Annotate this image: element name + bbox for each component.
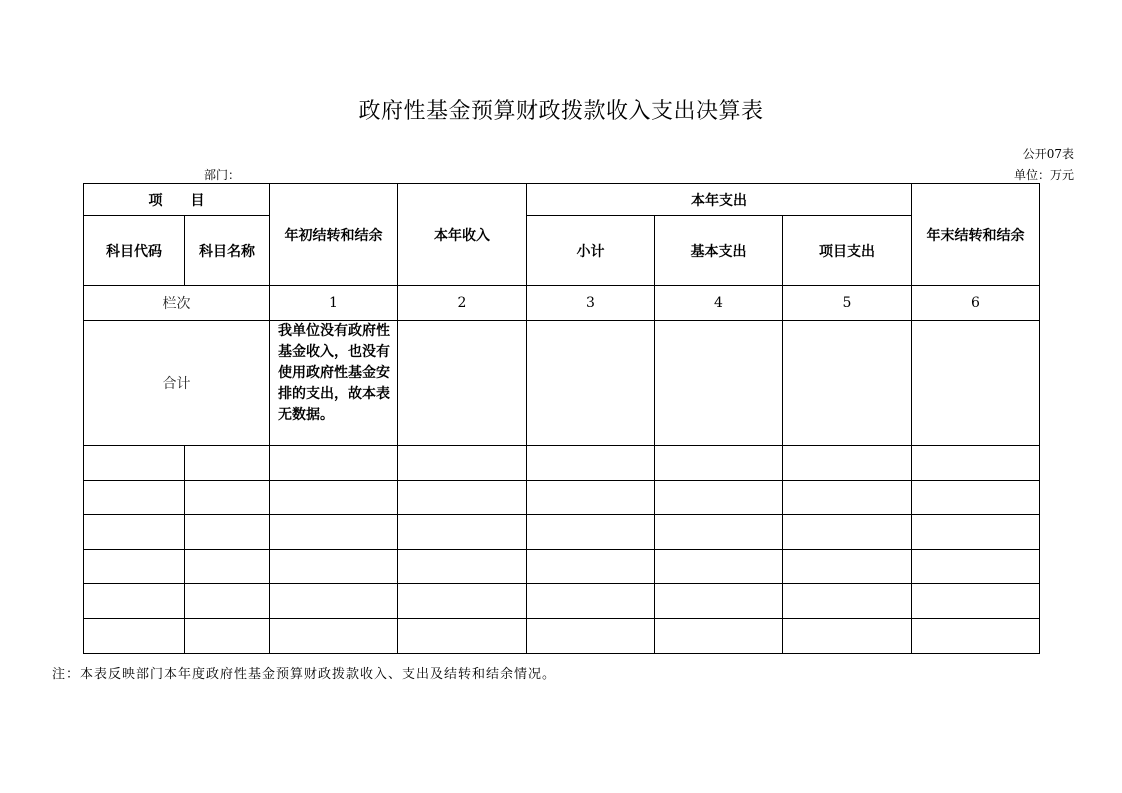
table-cell (655, 446, 783, 481)
table-cell (398, 550, 527, 584)
col-number: 1 (270, 286, 398, 321)
col-number: 6 (912, 286, 1040, 321)
table-cell (185, 584, 270, 619)
header-project: 项目支出 (783, 216, 912, 286)
header-basic: 基本支出 (655, 216, 783, 286)
table-cell (783, 481, 912, 515)
table-cell (912, 550, 1040, 584)
no-data-note: 我单位没有政府性基金收入，也没有使用政府性基金安排的支出，故本表无数据。 (270, 321, 398, 446)
table-cell (527, 321, 655, 446)
table-cell (655, 584, 783, 619)
table-cell (270, 619, 398, 654)
table-cell (84, 619, 185, 654)
table-cell (912, 584, 1040, 619)
col-number: 3 (527, 286, 655, 321)
table-cell (270, 584, 398, 619)
table-cell (527, 515, 655, 550)
table-cell (527, 481, 655, 515)
table-row (84, 584, 1040, 619)
table-cell (270, 446, 398, 481)
table-cell (185, 550, 270, 584)
table-cell (398, 515, 527, 550)
table-cell (783, 321, 912, 446)
table-cell (270, 550, 398, 584)
table-cell (270, 515, 398, 550)
table-cell (398, 584, 527, 619)
table-cell (655, 515, 783, 550)
unit-label: 单位：万元 (1013, 168, 1074, 182)
table-cell (912, 515, 1040, 550)
table-cell (655, 321, 783, 446)
table-cell (527, 550, 655, 584)
table-cell (912, 619, 1040, 654)
table-row (84, 550, 1040, 584)
col-number: 5 (783, 286, 912, 321)
table-cell (783, 446, 912, 481)
table-cell (912, 321, 1040, 446)
table-cell (84, 446, 185, 481)
header-income: 本年收入 (398, 184, 527, 286)
table-row (84, 481, 1040, 515)
table-cell (783, 584, 912, 619)
table-cell (398, 446, 527, 481)
table-cell (84, 550, 185, 584)
budget-table (83, 183, 1040, 654)
header-begin-balance: 年初结转和结余 (270, 184, 398, 286)
table-cell (527, 446, 655, 481)
table-cell (783, 550, 912, 584)
table-cell (527, 584, 655, 619)
table-cell (912, 481, 1040, 515)
table-row (84, 619, 1040, 654)
table-row (84, 446, 1040, 481)
table-row (84, 515, 1040, 550)
table-cell (185, 619, 270, 654)
form-number: 公开07表 (1022, 147, 1074, 161)
col-number: 2 (398, 286, 527, 321)
row-index-label: 栏次 (84, 286, 270, 321)
header-subtotal: 小计 (527, 216, 655, 286)
total-label: 合计 (84, 321, 270, 446)
table-cell (185, 481, 270, 515)
header-end-balance: 年末结转和结余 (912, 184, 1040, 286)
table-cell (655, 550, 783, 584)
table-cell (912, 446, 1040, 481)
department-label: 部门： (204, 168, 241, 182)
table-cell (398, 481, 527, 515)
header-code: 科目代码 (84, 216, 185, 286)
table-cell (655, 481, 783, 515)
table-cell (398, 321, 527, 446)
header-name: 科目名称 (185, 216, 270, 286)
footnote: 注：本表反映部门本年度政府性基金预算财政拨款收入、支出及结转和结余情况。 (52, 667, 557, 682)
table-cell (783, 515, 912, 550)
table-cell (655, 619, 783, 654)
table-cell (185, 446, 270, 481)
table-cell (527, 619, 655, 654)
table-cell (185, 515, 270, 550)
table-cell (270, 481, 398, 515)
header-expense: 本年支出 (527, 184, 912, 216)
page-title: 政府性基金预算财政拨款收入支出决算表 (358, 99, 764, 124)
table-cell (398, 619, 527, 654)
table-cell (84, 584, 185, 619)
header-item: 项 目 (84, 184, 270, 216)
col-number: 4 (655, 286, 783, 321)
table-cell (783, 619, 912, 654)
table-cell (84, 515, 185, 550)
table-cell (84, 481, 185, 515)
